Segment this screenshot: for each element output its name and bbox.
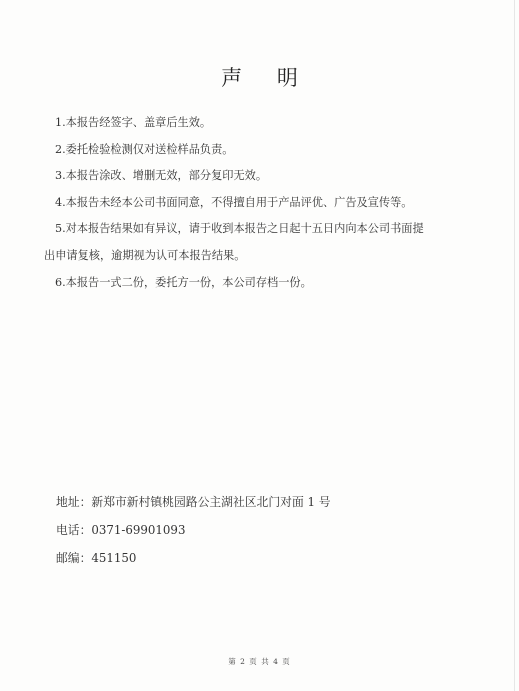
- statement-item-4: 4.本报告未经本公司书面同意，不得擅自用于产品评优、广告及宣传等。: [55, 196, 413, 209]
- statement-item-2: 2.委托检验检测仅对送检样品负责。: [55, 143, 234, 156]
- statement-item-1: 1.本报告经签字、盖章后生效。: [55, 116, 212, 129]
- phone-line: 电话：0371-69901093: [56, 523, 186, 537]
- page-number: 第 2 页 共 4 页: [228, 657, 291, 666]
- page-title: 声 明: [221, 66, 312, 90]
- statement-item-5: 5.对本报告结果如有异议，请于收到本报告之日起十五日内向本公司书面提: [55, 222, 424, 235]
- statement-item-5-continued: 出申请复核，逾期视为认可本报告结果。: [44, 249, 246, 262]
- postcode-line: 邮编：451150: [56, 551, 137, 565]
- page-edge-divider: [514, 0, 515, 691]
- statement-item-6: 6.本报告一式二份，委托方一份，本公司存档一份。: [55, 276, 312, 289]
- statement-item-3: 3.本报告涂改、增删无效，部分复印无效。: [55, 169, 268, 182]
- address-line: 地址：新郑市新村镇桃园路公主湖社区北门对面 1 号: [56, 495, 331, 509]
